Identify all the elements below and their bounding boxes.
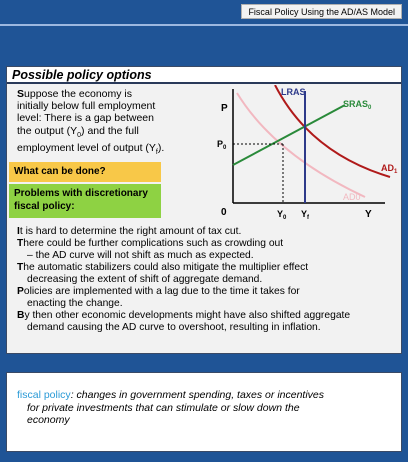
ad1-curve [275, 85, 390, 177]
definition-term: fiscal policy [17, 389, 71, 401]
top-strip [0, 24, 408, 26]
y-axis-label: P [221, 103, 228, 114]
bullet-continuation: enacting the change. [27, 298, 123, 309]
ad0-label: AD0 [343, 192, 361, 202]
top-bar [0, 0, 408, 24]
sras-label: $SRAS_0$ [343, 99, 372, 111]
p0-label: $P_0$ [217, 139, 227, 151]
definition-card [6, 372, 402, 452]
bullet-item: Policies are implemented with a lag due to the time it takes for [17, 286, 300, 297]
question-problems-fiscal-policy: Problems with discretionary fiscal policy: [9, 184, 161, 218]
slide-title: Fiscal Policy Using the AD/AS Model [241, 4, 402, 19]
bullet-continuation: – the AD curve will not shift as much as expected. [27, 250, 254, 261]
bullet-item: It is hard to determine the right amount of tax cut. [17, 226, 242, 237]
y0-label: $Y_0$ [277, 209, 287, 221]
bullet-item: The automatic stabilizers could also mitigate the multiplier effect [17, 262, 309, 273]
yf-label: $Y_f$ [301, 209, 310, 221]
ad1-label: $AD_1$ [381, 163, 398, 175]
intro-initial: S [17, 88, 25, 100]
sras-curve [233, 105, 345, 165]
bullet-list [17, 226, 399, 334]
card-title: Possible policy options [7, 67, 401, 84]
definition-text: fiscal policy: changes in government spending, taxes or incentives for private investments that can stimulate or slow down the economy [17, 389, 325, 426]
bullet-item: By then other economic developments might have also shifted aggregate [17, 310, 351, 321]
ad-as-graph [215, 85, 401, 225]
question-what-can-be-done: What can be done? [9, 162, 161, 182]
bullet-continuation: decreasing the extent of shift of aggregate demand. [27, 274, 263, 285]
bullet-continuation: demand causing the AD curve to overshoot, resulting in inflation. [27, 322, 321, 333]
intro-paragraph: Suppose the economy is initially below full employment level: There is a gap between the output $(Y_0)$ and the full employment level of output $(Y_f)$. [17, 88, 165, 156]
x-axis-label: Y [365, 209, 372, 220]
bullet-item: There could be further complications such as crowding out [17, 238, 284, 249]
origin-label: 0 [221, 207, 227, 218]
lras-label: LRAS [281, 87, 306, 97]
policy-options-card [6, 66, 402, 354]
